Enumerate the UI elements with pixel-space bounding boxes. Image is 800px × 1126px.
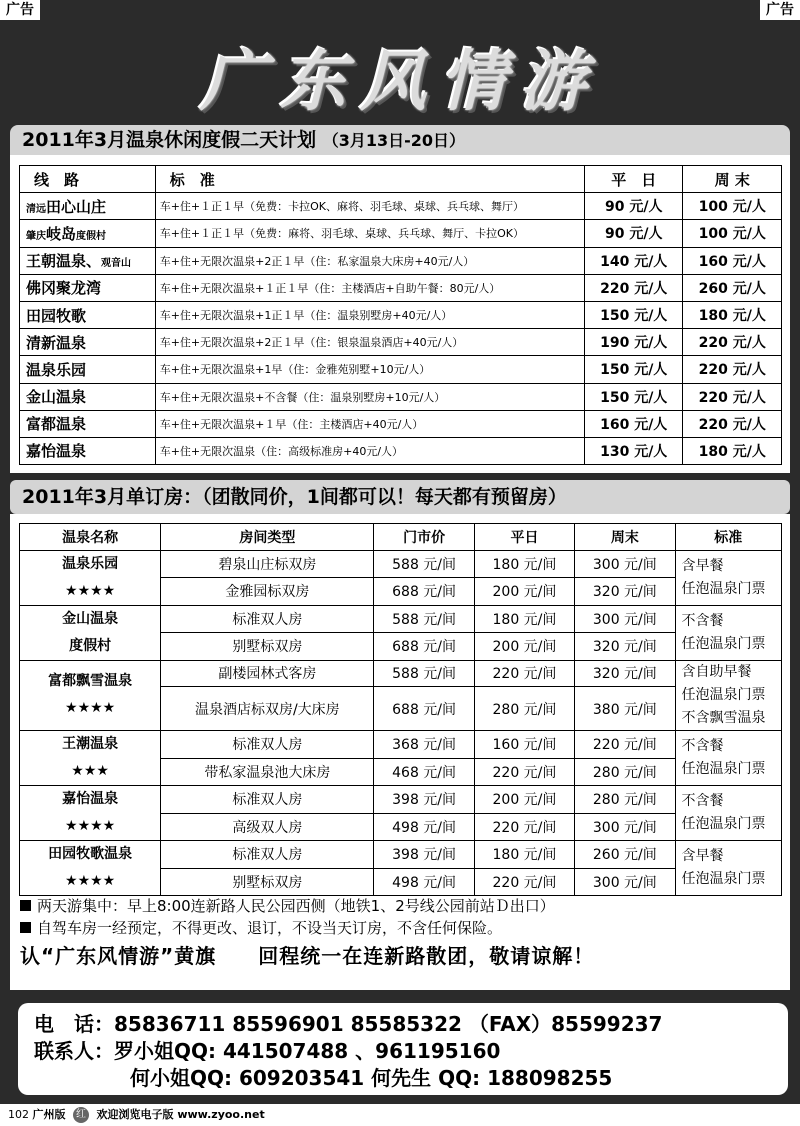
package-standard: 含早餐 任泡温泉门票 <box>675 841 781 896</box>
table-row <box>20 247 782 274</box>
weekday-rate: 180 元/间 <box>474 605 574 633</box>
rack-rate: 588 元/间 <box>374 605 474 633</box>
route-standard: 车+住+无限次温泉+１正１早（住：主楼酒店+自助午餐：80元/人） <box>155 274 584 301</box>
room-type: 别墅标双房 <box>161 868 374 896</box>
notes-block <box>20 895 780 967</box>
weekday-rate: 200 元/间 <box>474 578 574 606</box>
table-row <box>20 437 782 464</box>
ad-label-left: 广告 <box>0 0 40 20</box>
logo-icon: 红 <box>73 1107 89 1123</box>
weekend-rate: 260 元/间 <box>575 841 675 869</box>
table-row <box>20 356 782 383</box>
rack-rate: 688 元/间 <box>374 633 474 661</box>
section1-heading <box>10 125 790 155</box>
contact-phone: 电 话：85836711 85596901 85585322 （FAX）85599237 <box>34 1012 663 1036</box>
square-bullet-icon <box>20 922 31 933</box>
hotel-name: 富都飘雪温泉 ★★★★ <box>20 660 161 731</box>
weekend-rate: 380 元/间 <box>575 687 675 731</box>
table-row <box>20 550 782 578</box>
route-name: 金山温泉 <box>20 383 156 410</box>
table-row <box>20 220 782 247</box>
route-standard: 车+住+无限次温泉（住：高级标准房+40元/人） <box>155 437 584 464</box>
section2-panel <box>10 514 790 990</box>
weekday-rate: 220 元/间 <box>474 813 574 841</box>
weekday-price: 130 元/人 <box>584 437 683 464</box>
room-type: 标准双人房 <box>161 841 374 869</box>
table-row <box>20 841 782 869</box>
room-type: 副楼园林式客房 <box>161 660 374 687</box>
weekday-price: 90 元/人 <box>584 220 683 247</box>
route-name: 温泉乐园 <box>20 356 156 383</box>
weekday-rate: 220 元/间 <box>474 868 574 896</box>
package-standard: 不含餐 任泡温泉门票 <box>675 731 781 786</box>
page-number: 102 <box>8 1108 29 1121</box>
rack-rate: 368 元/间 <box>374 731 474 759</box>
flag-notice: 认“广东风情游”黄旗 回程统一在连新路散团，敬请谅解！ <box>20 944 595 968</box>
table-row <box>20 731 782 759</box>
header-weekend: 周末 <box>575 524 675 551</box>
ad-label-right: 广告 <box>760 0 800 20</box>
table-header-row <box>20 166 782 193</box>
weekend-price: 220 元/人 <box>683 356 782 383</box>
route-standard: 车+住+无限次温泉+不含餐（住：温泉别墅房+10元/人） <box>155 383 584 410</box>
contact-person-1: 联系人：罗小姐QQ: 441507488 、961195160 <box>34 1039 501 1063</box>
route-standard: 车+住+１正１早（免费：卡拉OK、麻将、羽毛球、桌球、兵乓球、舞厅） <box>155 193 584 220</box>
route-name: 清远田心山庄 <box>20 193 156 220</box>
rack-rate: 398 元/间 <box>374 841 474 869</box>
table-row <box>20 274 782 301</box>
hotel-name: 王潮温泉 ★★★ <box>20 731 161 786</box>
header-route: 线 路 <box>20 166 156 193</box>
weekend-rate: 320 元/间 <box>575 633 675 661</box>
rack-rate: 688 元/间 <box>374 687 474 731</box>
room-type: 温泉酒店标双房/大床房 <box>161 687 374 731</box>
contact-person-2: 何小姐QQ: 609203541 何先生 QQ: 188098255 <box>130 1066 613 1090</box>
table-row <box>20 786 782 814</box>
weekend-price: 220 元/人 <box>683 383 782 410</box>
route-name: 田园牧歌 <box>20 301 156 328</box>
weekday-rate: 200 元/间 <box>474 633 574 661</box>
route-standard: 车+住+无限次温泉+１早（住：主楼酒店+40元/人） <box>155 410 584 437</box>
hotel-name: 温泉乐园 ★★★★ <box>20 550 161 605</box>
header-room-type: 房间类型 <box>161 524 374 551</box>
weekend-rate: 300 元/间 <box>575 868 675 896</box>
weekday-rate: 220 元/间 <box>474 660 574 687</box>
hotel-name: 田园牧歌温泉 ★★★★ <box>20 841 161 896</box>
website-text: 欢迎浏览电子版 www.zyoo.net <box>96 1108 265 1121</box>
room-type: 高级双人房 <box>161 813 374 841</box>
weekday-rate: 200 元/间 <box>474 786 574 814</box>
weekend-rate: 280 元/间 <box>575 786 675 814</box>
rack-rate: 498 元/间 <box>374 868 474 896</box>
header-weekday: 平 日 <box>584 166 683 193</box>
weekend-price: 160 元/人 <box>683 247 782 274</box>
weekend-rate: 300 元/间 <box>575 605 675 633</box>
weekday-rate: 180 元/间 <box>474 550 574 578</box>
weekday-rate: 280 元/间 <box>474 687 574 731</box>
table-row <box>20 383 782 410</box>
room-type: 金雅园标双房 <box>161 578 374 606</box>
rack-rate: 688 元/间 <box>374 578 474 606</box>
table-row <box>20 660 782 687</box>
package-standard: 不含餐 任泡温泉门票 <box>675 605 781 660</box>
rack-rate: 468 元/间 <box>374 758 474 786</box>
weekday-price: 140 元/人 <box>584 247 683 274</box>
weekday-price: 150 元/人 <box>584 383 683 410</box>
section1-panel <box>10 155 790 473</box>
table-header-row <box>20 524 782 551</box>
room-type: 碧泉山庄标双房 <box>161 550 374 578</box>
section1-title: 2011年3月温泉休闲度假二天计划 <box>22 129 317 151</box>
route-standard: 车+住+无限次温泉+2正１早（住：私家温泉大床房+40元/人） <box>155 247 584 274</box>
table-row <box>20 329 782 356</box>
rack-rate: 398 元/间 <box>374 786 474 814</box>
route-name: 富都温泉 <box>20 410 156 437</box>
weekday-price: 150 元/人 <box>584 356 683 383</box>
note-gather-text: 两天游集中：早上8:00连新路人民公园西侧（地铁1、2号线公园前站Ｄ出口） <box>37 897 555 915</box>
weekend-rate: 220 元/间 <box>575 731 675 759</box>
note-line-2 <box>20 917 780 939</box>
weekend-price: 260 元/人 <box>683 274 782 301</box>
route-standard: 车+住+无限次温泉+1早（住：金雅苑别墅+10元/人） <box>155 356 584 383</box>
brand-header <box>0 18 800 118</box>
weekday-rate: 220 元/间 <box>474 758 574 786</box>
note-line-1 <box>20 895 780 917</box>
contact-box <box>18 1003 788 1095</box>
route-standard: 车+住+无限次温泉+2正１早（住：银泉温泉酒店+40元/人） <box>155 329 584 356</box>
weekday-price: 150 元/人 <box>584 301 683 328</box>
route-standard: 车+住+无限次温泉+1正１早（住：温泉别墅房+40元/人） <box>155 301 584 328</box>
weekend-price: 180 元/人 <box>683 437 782 464</box>
weekday-rate: 160 元/间 <box>474 731 574 759</box>
weekday-price: 190 元/人 <box>584 329 683 356</box>
weekday-rate: 180 元/间 <box>474 841 574 869</box>
weekend-price: 180 元/人 <box>683 301 782 328</box>
room-type: 标准双人房 <box>161 786 374 814</box>
weekday-price: 160 元/人 <box>584 410 683 437</box>
route-name: 嘉怡温泉 <box>20 437 156 464</box>
header-standard: 标 准 <box>155 166 584 193</box>
rack-rate: 588 元/间 <box>374 660 474 687</box>
table-row <box>20 193 782 220</box>
rack-rate: 588 元/间 <box>374 550 474 578</box>
section2-heading <box>10 480 790 514</box>
weekend-rate: 300 元/间 <box>575 550 675 578</box>
weekday-price: 220 元/人 <box>584 274 683 301</box>
page-footer <box>0 1104 800 1126</box>
package-standard: 含早餐 任泡温泉门票 <box>675 550 781 605</box>
weekend-rate: 300 元/间 <box>575 813 675 841</box>
route-standard: 车+住+１正１早（免费：麻将、羽毛球、桌球、兵乓球、舞厅、卡拉OK） <box>155 220 584 247</box>
room-booking-table <box>19 523 782 896</box>
route-price-table <box>19 165 782 465</box>
brand-title: 广东风情游 <box>200 42 600 120</box>
room-type: 别墅标双房 <box>161 633 374 661</box>
route-name: 清新温泉 <box>20 329 156 356</box>
room-type: 标准双人房 <box>161 605 374 633</box>
weekend-rate: 280 元/间 <box>575 758 675 786</box>
hotel-name: 金山温泉 度假村 <box>20 605 161 660</box>
note-booking-text: 自驾车房一经预定，不得更改、退订，不设当天订房，不含任何保险。 <box>37 919 503 937</box>
header-rack-rate: 门市价 <box>374 524 474 551</box>
package-standard: 含自助早餐 任泡温泉门票 不含飘雪温泉 <box>675 660 781 731</box>
weekend-price: 100 元/人 <box>683 193 782 220</box>
package-standard: 不含餐 任泡温泉门票 <box>675 786 781 841</box>
edition-label: 广州版 <box>32 1108 66 1121</box>
room-type: 标准双人房 <box>161 731 374 759</box>
route-name: 王朝温泉、观音山 <box>20 247 156 274</box>
room-type: 带私家温泉池大床房 <box>161 758 374 786</box>
hotel-name: 嘉怡温泉 ★★★★ <box>20 786 161 841</box>
weekend-rate: 320 元/间 <box>575 660 675 687</box>
weekend-price: 220 元/人 <box>683 329 782 356</box>
route-name: 肇庆岐岛度假村 <box>20 220 156 247</box>
header-weekend: 周 末 <box>683 166 782 193</box>
table-row <box>20 410 782 437</box>
header-weekday: 平日 <box>474 524 574 551</box>
section2-title: 2011年3月单订房：（团散同价，1间都可以！每天都有预留房） <box>22 486 567 508</box>
weekend-price: 100 元/人 <box>683 220 782 247</box>
weekday-price: 90 元/人 <box>584 193 683 220</box>
section1-dates: （3月13日-20日） <box>322 131 466 150</box>
rack-rate: 498 元/间 <box>374 813 474 841</box>
header-hotel-name: 温泉名称 <box>20 524 161 551</box>
route-name: 佛冈聚龙湾 <box>20 274 156 301</box>
weekend-price: 220 元/人 <box>683 410 782 437</box>
table-row <box>20 301 782 328</box>
table-row <box>20 605 782 633</box>
square-bullet-icon <box>20 900 31 911</box>
header-standard: 标准 <box>675 524 781 551</box>
weekend-rate: 320 元/间 <box>575 578 675 606</box>
